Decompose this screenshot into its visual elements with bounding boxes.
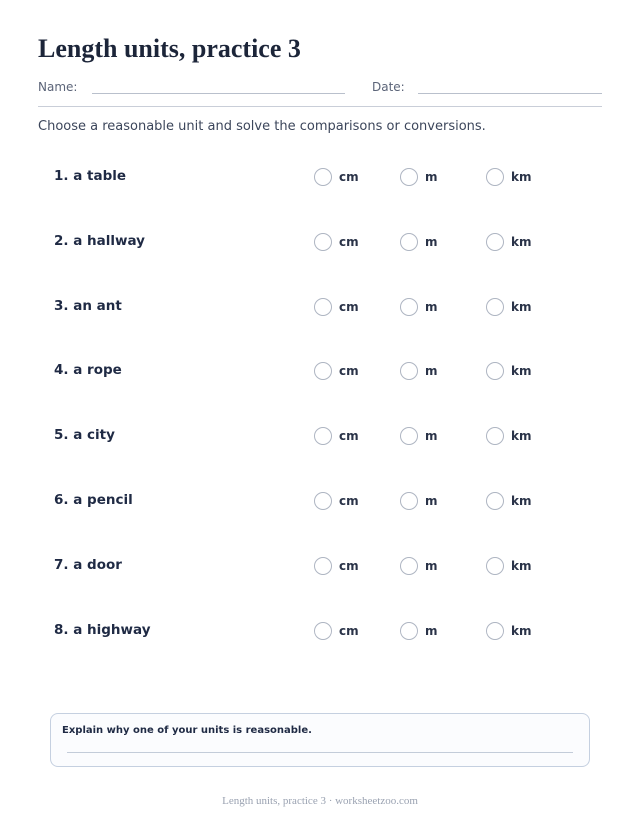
unit-option-km[interactable]	[486, 295, 531, 319]
radio-circle[interactable]	[400, 233, 418, 251]
explain-box	[50, 713, 590, 767]
date-label: Date:	[372, 80, 405, 94]
unit-option-label: km	[511, 494, 532, 508]
unit-option-label: km	[511, 364, 532, 379]
unit-option-label: m	[425, 170, 438, 184]
question-label: 1. a table	[54, 168, 127, 184]
unit-option-cm[interactable]	[314, 165, 359, 189]
unit-option-label: km	[511, 170, 532, 184]
radio-circle[interactable]	[314, 233, 332, 251]
radio-circle[interactable]	[314, 168, 332, 186]
radio-circle[interactable]	[400, 622, 418, 640]
unit-option-label: km	[511, 234, 532, 249]
question-label: 5. a city	[54, 427, 115, 444]
question-row	[54, 359, 554, 383]
question-row	[54, 554, 554, 578]
radio-circle[interactable]	[400, 427, 418, 445]
unit-option-m[interactable]	[400, 554, 438, 578]
radio-circle[interactable]	[486, 622, 504, 640]
question-row	[54, 165, 554, 189]
radio-circle[interactable]	[486, 557, 504, 575]
unit-option-m[interactable]	[400, 619, 438, 643]
unit-option-cm[interactable]	[314, 489, 359, 513]
radio-circle[interactable]	[314, 622, 332, 640]
unit-option-label: cm	[339, 623, 359, 638]
radio-circle[interactable]	[314, 298, 332, 316]
unit-option-km[interactable]	[486, 230, 531, 254]
radio-circle[interactable]	[314, 427, 332, 445]
radio-circle[interactable]	[486, 492, 504, 510]
unit-option-cm[interactable]	[314, 359, 359, 383]
question-label: 2. a hallway	[54, 232, 145, 249]
unit-option-km[interactable]	[486, 554, 531, 578]
explain-answer-line[interactable]	[67, 752, 573, 753]
unit-option-km[interactable]	[486, 489, 531, 513]
explain-prompt: Explain why one of your units is reasonable.	[62, 725, 312, 736]
page-title: Length units, practice 3	[38, 34, 301, 63]
date-field[interactable]	[418, 93, 602, 94]
unit-option-label: km	[511, 429, 532, 444]
unit-option-cm[interactable]	[314, 619, 359, 643]
unit-option-m[interactable]	[400, 230, 438, 254]
radio-circle[interactable]	[314, 362, 332, 380]
radio-circle[interactable]	[400, 298, 418, 316]
question-label: 7. a door	[54, 556, 122, 573]
question-row	[54, 295, 554, 319]
unit-option-m[interactable]	[400, 424, 438, 448]
unit-option-cm[interactable]	[314, 230, 359, 254]
question-row	[54, 230, 554, 254]
radio-circle[interactable]	[400, 362, 418, 380]
unit-option-label: m	[425, 429, 438, 444]
unit-option-cm[interactable]	[314, 554, 359, 578]
unit-option-label: cm	[339, 494, 359, 508]
radio-circle[interactable]	[486, 427, 504, 445]
unit-option-label: km	[511, 623, 532, 638]
radio-circle[interactable]	[486, 233, 504, 251]
unit-option-km[interactable]	[486, 359, 531, 383]
unit-option-km[interactable]	[486, 165, 531, 189]
unit-option-m[interactable]	[400, 165, 438, 189]
unit-option-label: m	[425, 299, 438, 314]
unit-option-label: cm	[339, 170, 359, 184]
unit-option-label: m	[425, 364, 438, 379]
unit-option-label: cm	[339, 234, 359, 249]
instructions: Choose a reasonable unit and solve the comparisons or conversions.	[38, 119, 486, 134]
radio-circle[interactable]	[400, 557, 418, 575]
question-label: 3. an ant	[54, 297, 122, 314]
radio-circle[interactable]	[400, 168, 418, 186]
question-row	[54, 424, 554, 448]
footer: Length units, practice 3 · worksheetzoo.com	[222, 795, 418, 807]
unit-option-label: km	[511, 299, 532, 314]
radio-circle[interactable]	[486, 168, 504, 186]
unit-option-label: m	[425, 558, 438, 573]
unit-option-label: m	[425, 623, 438, 638]
unit-option-label: m	[425, 494, 438, 508]
radio-circle[interactable]	[314, 557, 332, 575]
question-label: 6. a pencil	[54, 492, 133, 508]
unit-option-m[interactable]	[400, 295, 438, 319]
unit-option-label: cm	[339, 364, 359, 379]
question-label: 8. a highway	[54, 621, 151, 638]
question-label: 4. a rope	[54, 362, 122, 379]
radio-circle[interactable]	[400, 492, 418, 510]
unit-option-km[interactable]	[486, 619, 531, 643]
name-field[interactable]	[92, 93, 345, 94]
unit-option-m[interactable]	[400, 489, 438, 513]
unit-option-label: m	[425, 234, 438, 249]
radio-circle[interactable]	[486, 298, 504, 316]
unit-option-m[interactable]	[400, 359, 438, 383]
unit-option-label: cm	[339, 299, 359, 314]
radio-circle[interactable]	[486, 362, 504, 380]
name-label: Name:	[38, 80, 78, 94]
header-divider	[38, 106, 602, 107]
radio-circle[interactable]	[314, 492, 332, 510]
unit-option-cm[interactable]	[314, 295, 359, 319]
unit-option-label: cm	[339, 429, 359, 444]
unit-option-km[interactable]	[486, 424, 531, 448]
unit-option-cm[interactable]	[314, 424, 359, 448]
question-row	[54, 619, 554, 643]
unit-option-label: cm	[339, 558, 359, 573]
question-row	[54, 489, 554, 513]
unit-option-label: km	[511, 558, 532, 573]
